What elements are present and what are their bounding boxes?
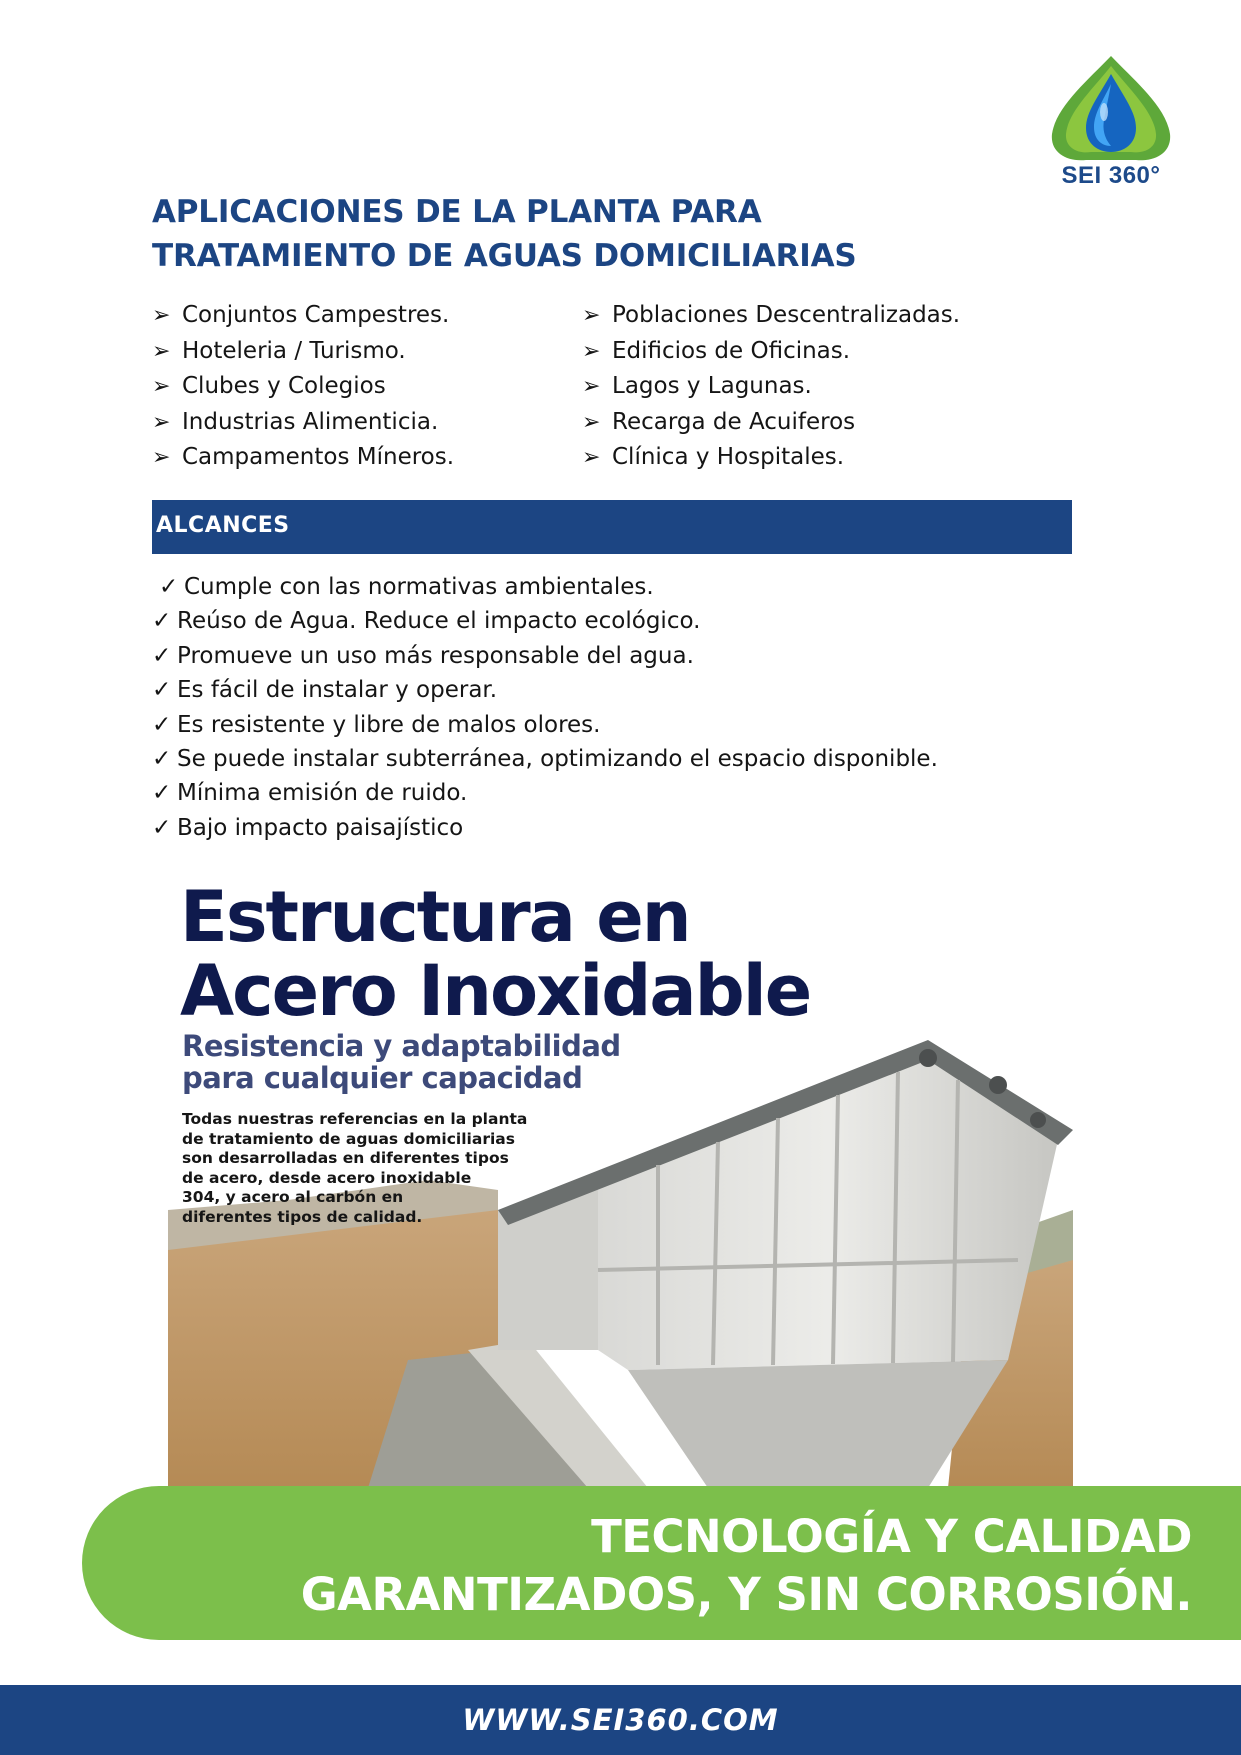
water-drop-logo-icon bbox=[1046, 52, 1176, 164]
arrow-bullet-icon: ➢ bbox=[582, 445, 601, 470]
logo-text: SEI 360° bbox=[1061, 162, 1161, 189]
body-line: son desarrolladas en diferentes tipos bbox=[182, 1149, 509, 1167]
arrow-bullet-icon: ➢ bbox=[152, 409, 171, 435]
alcances-section-header bbox=[152, 500, 1072, 554]
list-item: ➢ Recarga de Acuiferos bbox=[582, 405, 1012, 441]
body-line: 304, y acero al carbón en bbox=[182, 1188, 404, 1206]
body-line: de tratamiento de aguas domiciliarias bbox=[182, 1129, 515, 1148]
check-icon: ✓ bbox=[152, 814, 172, 841]
image-headline-line-1: Estructura en bbox=[180, 880, 690, 958]
arrow-bullet-icon: ➢ bbox=[152, 303, 171, 328]
image-subheadline-line-1: Resistencia y adaptabilidad bbox=[182, 1029, 621, 1063]
arrow-bullet-icon: ➢ bbox=[582, 374, 601, 399]
tagline-line-1: TECNOLOGÍA Y CALIDAD bbox=[591, 1510, 1192, 1563]
check-icon: ✓ bbox=[152, 677, 172, 704]
applications-list-right bbox=[582, 298, 1012, 476]
image-headline-line-2: Acero Inoxidable bbox=[180, 950, 811, 1032]
arrow-bullet-icon: ➢ bbox=[582, 338, 601, 364]
sei360-logo bbox=[1046, 52, 1176, 192]
list-item: ✓ Cumple con las normativas ambientales. bbox=[152, 570, 1092, 604]
arrow-bullet-icon: ➢ bbox=[152, 445, 171, 470]
image-subheadline-line-2: para cualquier capacidad bbox=[182, 1061, 583, 1095]
body-line: Todas nuestras referencias en la planta bbox=[182, 1110, 528, 1128]
list-item: ✓ Mínima emisión de ruido. bbox=[152, 776, 1092, 810]
image-headline bbox=[180, 880, 811, 1032]
list-item: ➢ Lagos y Lagunas. bbox=[582, 369, 1012, 405]
body-line: diferentes tipos de calidad. bbox=[182, 1207, 423, 1226]
list-item: ➢ Campamentos Míneros. bbox=[152, 440, 582, 476]
check-icon: ✓ bbox=[152, 711, 172, 738]
arrow-bullet-icon: ➢ bbox=[152, 338, 171, 364]
check-icon: ✓ bbox=[159, 574, 179, 600]
list-item: ➢ Clubes y Colegios bbox=[152, 369, 582, 405]
list-item: ➢ Clínica y Hospitales. bbox=[582, 440, 1012, 476]
tagline-text bbox=[301, 1508, 1192, 1624]
list-item: ✓ Promueve un uso más responsable del agua. bbox=[152, 639, 1092, 673]
applications-list-left bbox=[152, 298, 582, 476]
list-item: ➢ Edificios de Oficinas. bbox=[582, 334, 1012, 370]
footer bbox=[0, 1685, 1241, 1755]
arrow-bullet-icon: ➢ bbox=[582, 303, 601, 328]
check-icon: ✓ bbox=[152, 780, 172, 807]
tagline-banner bbox=[82, 1486, 1241, 1640]
list-item: ➢ Industrias Alimenticia. bbox=[152, 405, 582, 441]
image-body-text bbox=[182, 1110, 602, 1227]
check-icon: ✓ bbox=[152, 642, 172, 669]
list-item: ➢ Conjuntos Campestres. bbox=[152, 298, 582, 334]
title-line-1: APLICACIONES DE LA PLANTA PARA bbox=[152, 194, 762, 230]
title-line-2: TRATAMIENTO DE AGUAS DOMICILIARIAS bbox=[152, 238, 857, 274]
list-item: ✓ Bajo impacto paisajístico bbox=[152, 811, 1092, 845]
image-subheadline bbox=[182, 1030, 621, 1094]
list-item: ➢ Hoteleria / Turismo. bbox=[152, 334, 582, 370]
list-item: ✓ Se puede instalar subterránea, optimizando el espacio disponible. bbox=[152, 742, 1092, 776]
list-item: ✓ Es resistente y libre de malos olores. bbox=[152, 708, 1092, 742]
page-title bbox=[152, 190, 1052, 278]
body-line: de acero, desde acero inoxidable bbox=[182, 1168, 472, 1187]
check-icon: ✓ bbox=[152, 608, 172, 635]
arrow-bullet-icon: ➢ bbox=[582, 409, 601, 435]
check-icon: ✓ bbox=[152, 746, 172, 773]
list-item: ➢ Poblaciones Descentralizadas. bbox=[582, 298, 1012, 334]
list-item: ✓ Es fácil de instalar y operar. bbox=[152, 673, 1092, 707]
website-link[interactable]: WWW.SEI360.COM bbox=[462, 1703, 779, 1737]
arrow-bullet-icon: ➢ bbox=[152, 374, 171, 399]
alcances-title: ALCANCES bbox=[156, 513, 290, 538]
tagline-line-2: GARANTIZADOS, Y SIN CORROSIÓN. bbox=[300, 1568, 1192, 1621]
list-item: ✓ Reúso de Agua. Reduce el impacto ecológico. bbox=[152, 604, 1092, 638]
product-image bbox=[168, 880, 1073, 1488]
alcances-list bbox=[152, 570, 1092, 845]
